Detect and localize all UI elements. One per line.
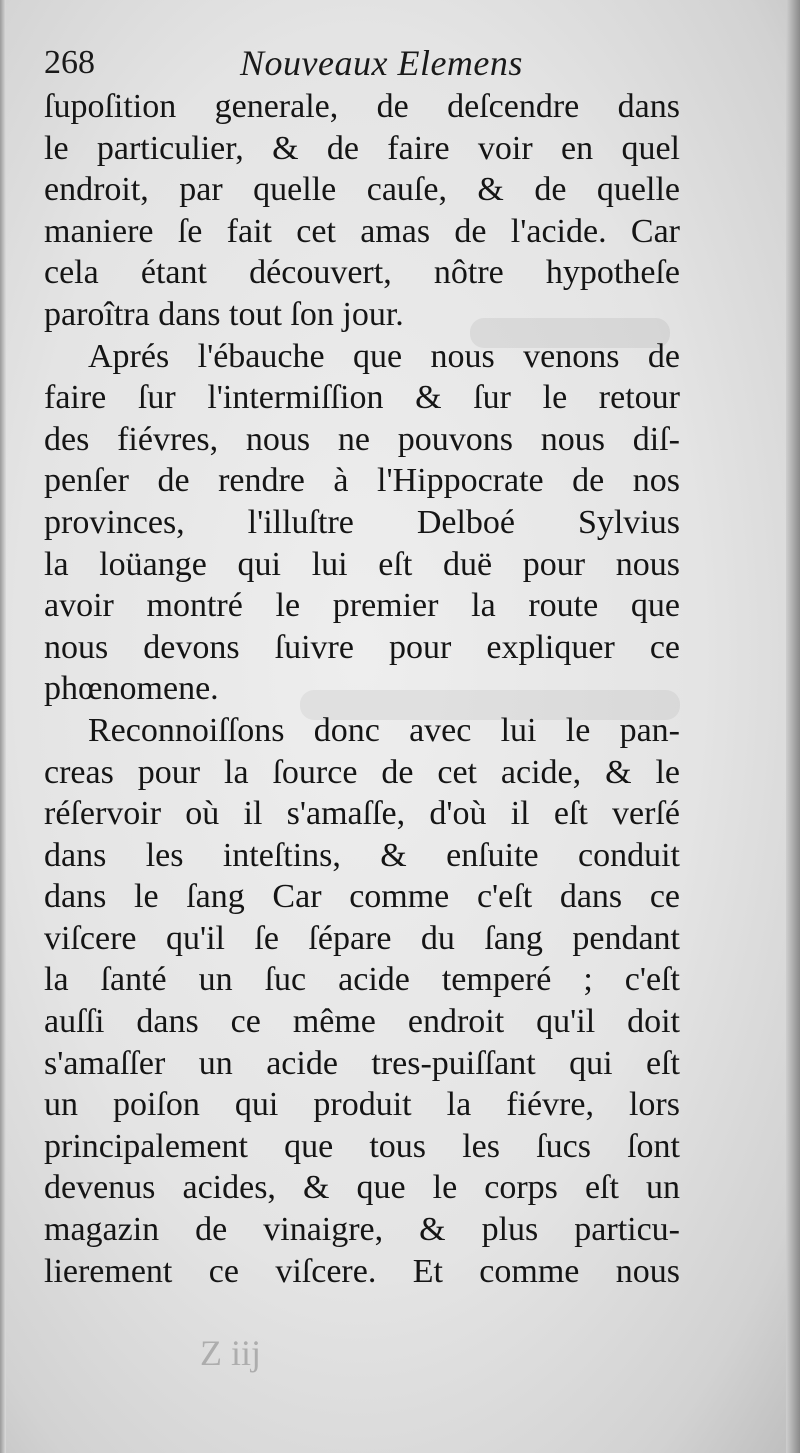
signature-mark: Z iij <box>200 1333 261 1373</box>
text-line: provinces, l'illuſtre Delboé Sylvius <box>44 503 680 541</box>
text-line: un poiſon qui produit la fiévre, lors <box>44 1086 680 1124</box>
text-line: la ſanté un ſuc acide temperé ; c'eſt <box>44 961 680 999</box>
text-line: creas pour la ſource de cet acide, & le <box>44 753 680 791</box>
text-line: lierement ce viſcere. Et comme nous <box>44 1252 680 1290</box>
text-line: ſupoſition generale, de deſcendre dans <box>44 88 680 125</box>
text-line: devenus acides, & que le corps eſt un <box>44 1169 680 1207</box>
text-line: Reconnoiſſons donc avec lui le pan- <box>88 711 680 749</box>
text-line: Aprés l'ébauche que nous venons de <box>88 337 680 375</box>
text-line: paroîtra dans tout ſon jour. <box>44 295 404 333</box>
text-line: cela étant découvert, nôtre hypotheſe <box>44 254 680 292</box>
text-line: auſſi dans ce même endroit qu'il doit <box>44 1003 680 1041</box>
page-gutter-shadow <box>0 0 6 1453</box>
text-line: endroit, par quelle cauſe, & de quelle <box>44 171 680 209</box>
text-line: la loüange qui lui eſt duë pour nous <box>44 545 680 583</box>
text-line: maniere ſe fait cet amas de l'acide. Car <box>44 212 680 250</box>
text-line: penſer de rendre à l'Hippocrate de nos <box>44 462 680 500</box>
text-line: s'amaſſer un acide tres-puiſſant qui eſt <box>44 1044 680 1082</box>
text-line: des fiévres, nous ne pouvons nous diſ- <box>44 420 680 458</box>
page-header <box>44 40 564 90</box>
text-line: dans les inteſtins, & enſuite conduit <box>44 836 680 874</box>
text-line: magazin de vinaigre, & plus particu- <box>44 1211 680 1249</box>
text-line: réſervoir où il s'amaſſe, d'où il eſt verſé <box>44 795 680 833</box>
paragraph <box>44 710 680 1292</box>
text-line: phœnomene. <box>44 670 219 708</box>
text-line: dans le ſang Car comme c'eſt dans ce <box>44 878 680 916</box>
paragraph <box>44 86 680 336</box>
page-edge-shadow <box>786 0 800 1453</box>
text-line: viſcere qu'il ſe ſépare du ſang pendant <box>44 919 680 957</box>
running-head: Nouveaux Elemens <box>240 43 523 83</box>
text-line: nous devons ſuivre pour expliquer ce <box>44 628 680 666</box>
text-line: le particulier, & de faire voir en quel <box>44 129 680 167</box>
page-number: 268 <box>44 44 95 81</box>
text-line: principalement que tous les ſucs ſont <box>44 1127 680 1165</box>
paragraph <box>44 336 680 710</box>
text-line: faire ſur l'intermiſſion & ſur le retour <box>44 379 680 417</box>
text-line: avoir montré le premier la route que <box>44 587 680 625</box>
body-text <box>44 86 680 1292</box>
